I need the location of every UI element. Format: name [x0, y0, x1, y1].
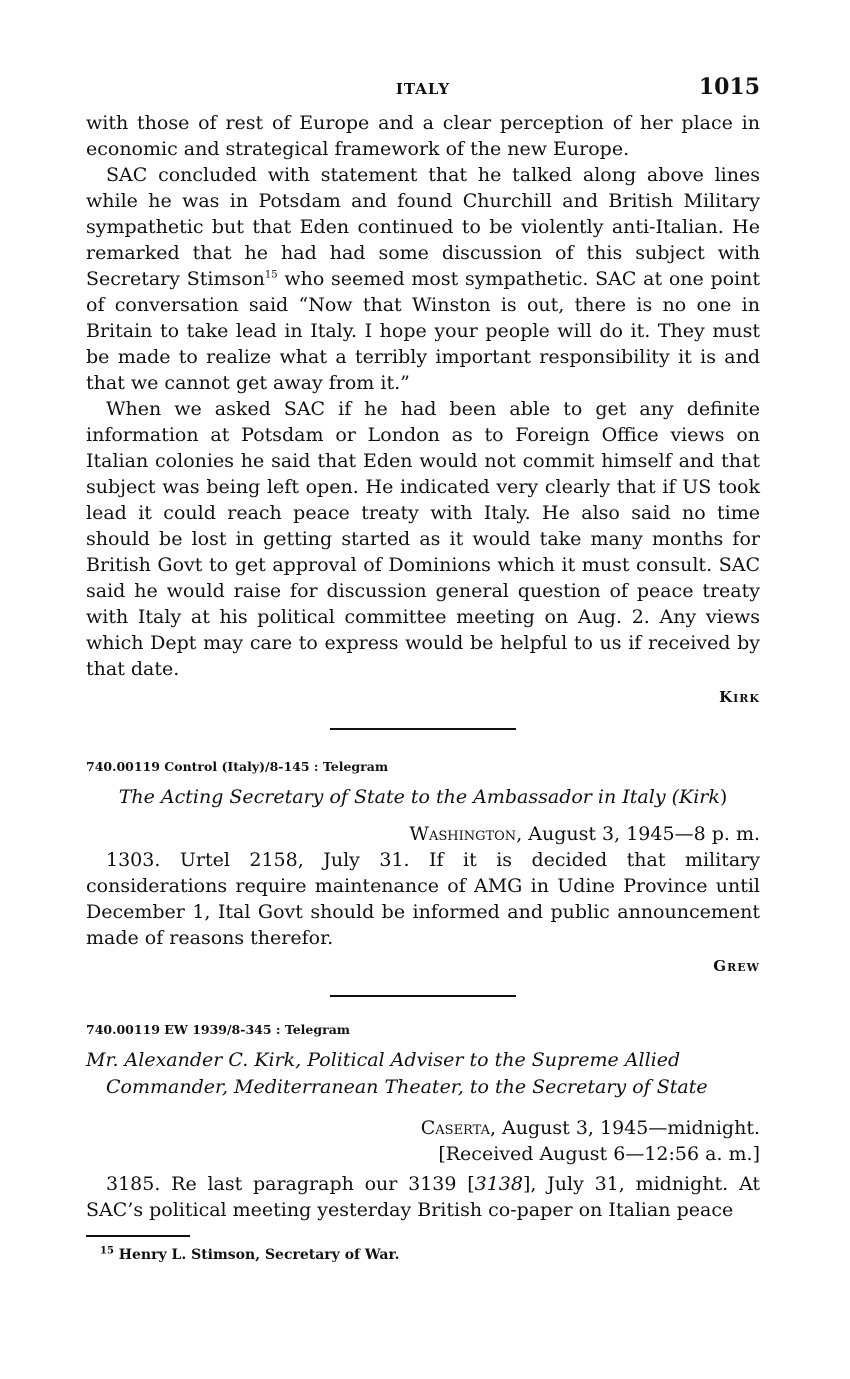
doc3-heading: Mr. Alexander C. Kirk, Political Adviser to the Supreme Allied Commander, Mediterranean Theater, to the Secretary of State: [86, 1049, 708, 1098]
doc3-dateline-date: , August 3, 1945—midnight.: [489, 1117, 760, 1139]
doc3-dateline: [86, 1115, 760, 1141]
doc3-paragraph-1: [86, 1171, 760, 1223]
doc2-heading-text: The Acting Secretary of State to the Ambassador in Italy (: [118, 786, 679, 808]
page-number: 1015: [698, 74, 760, 100]
section-divider-2: [330, 995, 516, 997]
doc1-paragraph-2: [86, 162, 760, 396]
doc2-heading: [86, 784, 760, 811]
doc1-paragraph-2-text-a: SAC concluded with statement that he talked along above lines while he was in Potsdam and found Churchill and British Military sympathetic but that Eden continued to be violently anti-Italian. He remarked that he had had some discussion of this subject with Secretary Stimson: [86, 164, 760, 290]
doc3-received-line: [Received August 6—12:56 a. m.]: [438, 1143, 760, 1165]
doc2-dateline-date: , August 3, 1945—8 p. m.: [516, 823, 760, 845]
doc3-paragraph-1-text-b: ], July 31, midnight. At SAC’s political meeting yesterday British co-paper on Italian peace: [86, 1173, 760, 1221]
running-head: [86, 70, 760, 110]
doc3-file-reference: 740.00119 EW 1939/8-345 : Telegram: [86, 1022, 351, 1037]
section-divider: [330, 728, 516, 730]
doc3-dateline-place: Caserta: [420, 1117, 490, 1139]
doc2-paragraph-1: 1303. Urtel 2158, July 31. If it is decided that military considerations require maintenance of AMG in Udine Province until December 1, Ital Govt should be informed and public announcement made of reasons therefor.: [86, 849, 760, 949]
doc2-file-reference: 740.00119 Control (Italy)/8-145 : Telegram: [86, 759, 389, 774]
footnote-divider: [86, 1235, 190, 1237]
footnote-text: Henry L. Stimson, Secretary of War.: [118, 1247, 400, 1263]
doc1-signature: Kirk: [719, 688, 760, 706]
footnote-reference[interactable]: 15: [264, 269, 278, 281]
footnote-number: 15: [100, 1245, 114, 1257]
doc3-paragraph-1-text-a: 3185. Re last paragraph our 3139 [: [106, 1173, 475, 1195]
doc1-paragraph-3: When we asked SAC if he had been able to get any definite information at Potsdam or London as to Foreign Office views on Italian colonies he said that Eden would not commit himself and that subject was being left open. He indicated very clearly that if US took lead it could reach peace treaty with Italy. He also said no time should be lost in getting started as it would take many months for British Govt to get approval of Dominions which it must consult. SAC said he would raise for discussion general question of peace treaty with Italy at his political committee meeting on Aug. 2. Any views which Dept may care to express would be helpful to us if received by that date.: [86, 398, 760, 680]
footnote: [86, 1245, 760, 1265]
document-page: [86, 70, 760, 1265]
doc1-paragraph-2-text-b: who seemed most sympathetic. SAC at one point of conversation said “Now that Winston is out, there is no one in Britain to take lead in Italy. I hope your people will do it. They must be made to realize what a terribly important responsibility it is and that we cannot get away from it.”: [86, 268, 761, 394]
running-head-title: ITALY: [395, 80, 451, 98]
doc2-signature: Grew: [713, 957, 760, 975]
doc1-paragraph-1: with those of rest of Europe and a clear perception of her place in economic and strategical framework of the new Europe.: [86, 112, 760, 160]
doc2-heading-name: Kirk: [679, 786, 720, 808]
doc3-paragraph-1-italic: 3138: [474, 1173, 523, 1195]
doc2-dateline-place: Washington: [409, 823, 517, 845]
doc2-dateline: [86, 821, 760, 847]
doc2-heading-close: ): [719, 786, 728, 808]
